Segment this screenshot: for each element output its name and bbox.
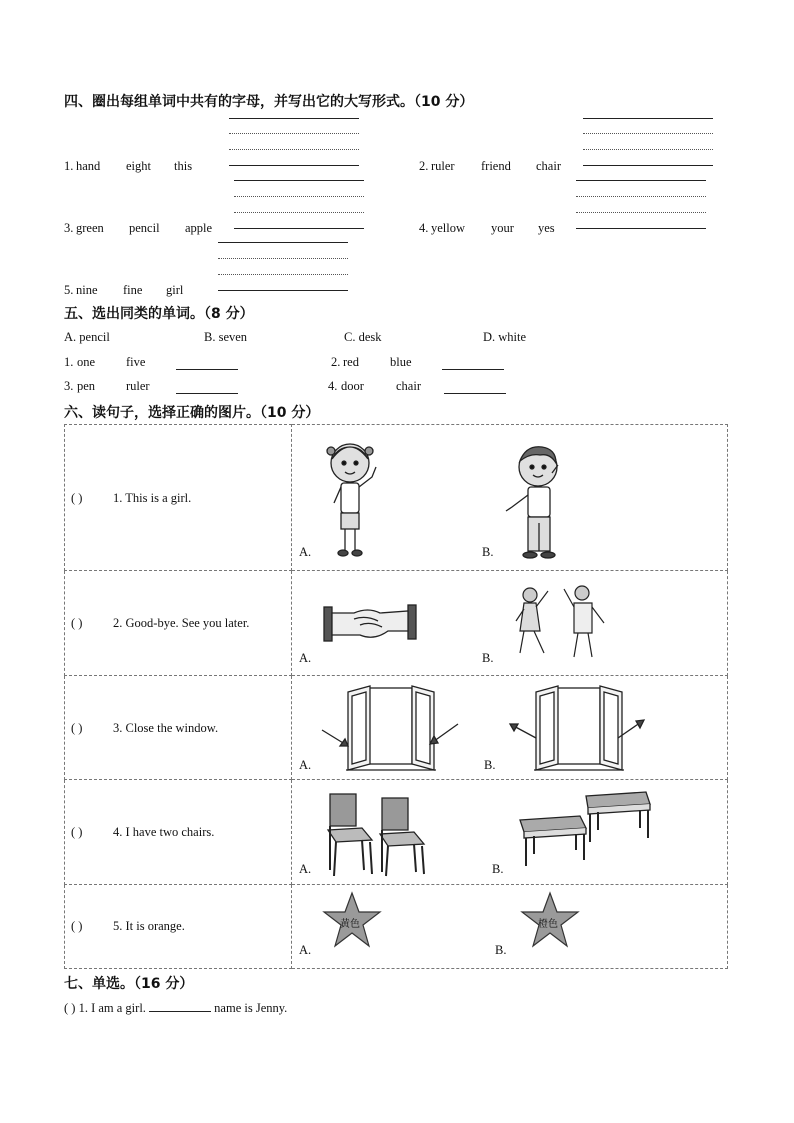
word: girl bbox=[166, 283, 184, 297]
writing-line-top bbox=[234, 180, 364, 181]
pictures-cell bbox=[292, 780, 728, 885]
q-num: 1. bbox=[64, 355, 74, 369]
word: hand bbox=[76, 159, 101, 173]
word: red bbox=[343, 355, 359, 369]
answer-paren[interactable]: ( ) bbox=[71, 616, 83, 630]
option-b: B. seven bbox=[204, 330, 248, 344]
handshake-picture[interactable] bbox=[324, 601, 416, 645]
word: ruler bbox=[126, 379, 150, 393]
question-text: 1. This is a girl. bbox=[113, 491, 192, 505]
writing-line-dotted bbox=[218, 258, 348, 259]
word: chair bbox=[396, 379, 421, 393]
word: door bbox=[341, 379, 364, 393]
question-text-after: name is Jenny. bbox=[214, 1001, 288, 1015]
group-num: 2. bbox=[419, 159, 429, 173]
option-a-label: A. bbox=[299, 943, 312, 957]
answer-paren[interactable]: ( ) bbox=[64, 1001, 76, 1015]
group-num: 3. bbox=[64, 221, 74, 235]
table-row bbox=[65, 571, 728, 676]
table-row bbox=[65, 425, 728, 571]
window-opening-picture[interactable] bbox=[506, 684, 646, 774]
question-cell bbox=[65, 571, 292, 676]
group-num: 5. bbox=[64, 283, 74, 297]
s7-question-1 bbox=[64, 1000, 287, 1016]
writing-line-base bbox=[234, 228, 364, 229]
answer-blank[interactable] bbox=[176, 393, 238, 394]
word: yellow bbox=[431, 221, 466, 235]
question-text: 2. Good-bye. See you later. bbox=[113, 616, 250, 630]
q-num: 4. bbox=[328, 379, 338, 393]
word: ruler bbox=[431, 159, 455, 173]
window-closing-picture[interactable] bbox=[318, 684, 458, 774]
answer-paren[interactable]: ( ) bbox=[71, 721, 83, 735]
writing-line-dotted bbox=[583, 149, 713, 150]
section4-title: 四、圈出每组单词中共有的字母，并写出它的大写形式。（10 分） bbox=[64, 94, 474, 110]
option-b-label: B. bbox=[484, 758, 496, 772]
writing-line-top bbox=[583, 118, 713, 119]
word: one bbox=[77, 355, 96, 369]
writing-line-dotted bbox=[234, 212, 364, 213]
section5-title: 五、选出同类的单词。（8 分） bbox=[64, 306, 254, 322]
writing-line-base bbox=[576, 228, 706, 229]
yellow-star-picture[interactable] bbox=[322, 891, 382, 949]
pictures-cell bbox=[292, 676, 728, 780]
pictures-cell bbox=[292, 571, 728, 676]
word: friend bbox=[481, 159, 511, 173]
table-row bbox=[65, 885, 728, 969]
writing-line-dotted bbox=[218, 274, 348, 275]
answer-blank[interactable] bbox=[149, 1000, 211, 1012]
two-desks-picture[interactable] bbox=[516, 790, 652, 868]
section6-title: 六、读句子，选择正确的图片。（10 分） bbox=[64, 405, 320, 421]
question-text: 1. I am a girl. bbox=[78, 1001, 146, 1015]
writing-line-dotted bbox=[234, 196, 364, 197]
answer-paren[interactable]: ( ) bbox=[71, 825, 83, 839]
word: eight bbox=[126, 159, 151, 173]
option-b-label: B. bbox=[482, 651, 494, 665]
group-num: 1. bbox=[64, 159, 74, 173]
section7-title: 七、单选。（16 分） bbox=[64, 976, 194, 992]
pictures-cell bbox=[292, 885, 728, 969]
answer-blank[interactable] bbox=[444, 393, 506, 394]
table-row bbox=[65, 676, 728, 780]
girl-picture[interactable] bbox=[326, 439, 386, 559]
answer-paren[interactable]: ( ) bbox=[71, 919, 83, 933]
writing-line-dotted bbox=[583, 133, 713, 134]
table-row bbox=[65, 780, 728, 885]
option-a-label: A. bbox=[299, 545, 312, 559]
word: green bbox=[76, 221, 104, 235]
boy-picture[interactable] bbox=[500, 443, 570, 563]
question-cell bbox=[65, 885, 292, 969]
word: this bbox=[174, 159, 193, 173]
word: nine bbox=[76, 283, 98, 297]
word: fine bbox=[123, 283, 143, 297]
word: chair bbox=[536, 159, 561, 173]
word: blue bbox=[390, 355, 412, 369]
option-d: D. white bbox=[483, 330, 527, 344]
question-cell bbox=[65, 780, 292, 885]
option-c: C. desk bbox=[344, 330, 382, 344]
waving-people-picture[interactable] bbox=[512, 581, 612, 661]
writing-line-base bbox=[583, 165, 713, 166]
question-cell bbox=[65, 425, 292, 571]
q-num: 2. bbox=[331, 355, 341, 369]
option-b-label: B. bbox=[482, 545, 494, 559]
word: yes bbox=[538, 221, 555, 235]
star-label: 黄色 bbox=[340, 919, 360, 930]
writing-line-base bbox=[218, 290, 348, 291]
question-text: 4. I have two chairs. bbox=[113, 825, 215, 839]
option-b-label: B. bbox=[495, 943, 507, 957]
option-a-label: A. bbox=[299, 862, 312, 876]
word: five bbox=[126, 355, 146, 369]
writing-line-dotted bbox=[576, 212, 706, 213]
word: your bbox=[491, 221, 514, 235]
answer-paren[interactable]: ( ) bbox=[71, 491, 83, 505]
picture-table bbox=[64, 424, 728, 969]
question-text: 3. Close the window. bbox=[113, 721, 219, 735]
writing-line-top bbox=[229, 118, 359, 119]
writing-line-top bbox=[576, 180, 706, 181]
q-num: 3. bbox=[64, 379, 74, 393]
writing-line-dotted bbox=[229, 149, 359, 150]
orange-star-picture[interactable] bbox=[520, 891, 580, 949]
option-b-label: B. bbox=[492, 862, 504, 876]
word: apple bbox=[185, 221, 213, 235]
option-a-label: A. bbox=[299, 758, 312, 772]
group-num: 4. bbox=[419, 221, 429, 235]
writing-line-base bbox=[229, 165, 359, 166]
writing-line-top bbox=[218, 242, 348, 243]
star-label: 橙色 bbox=[538, 919, 558, 930]
option-a: A. pencil bbox=[64, 330, 110, 344]
writing-line-dotted bbox=[229, 133, 359, 134]
answer-blank[interactable] bbox=[176, 369, 238, 370]
pictures-cell bbox=[292, 425, 728, 571]
word: pen bbox=[77, 379, 96, 393]
word: pencil bbox=[129, 221, 160, 235]
two-chairs-picture[interactable] bbox=[326, 790, 438, 876]
writing-line-dotted bbox=[576, 196, 706, 197]
answer-blank[interactable] bbox=[442, 369, 504, 370]
question-text: 5. It is orange. bbox=[113, 919, 185, 933]
question-cell bbox=[65, 676, 292, 780]
option-a-label: A. bbox=[299, 651, 312, 665]
